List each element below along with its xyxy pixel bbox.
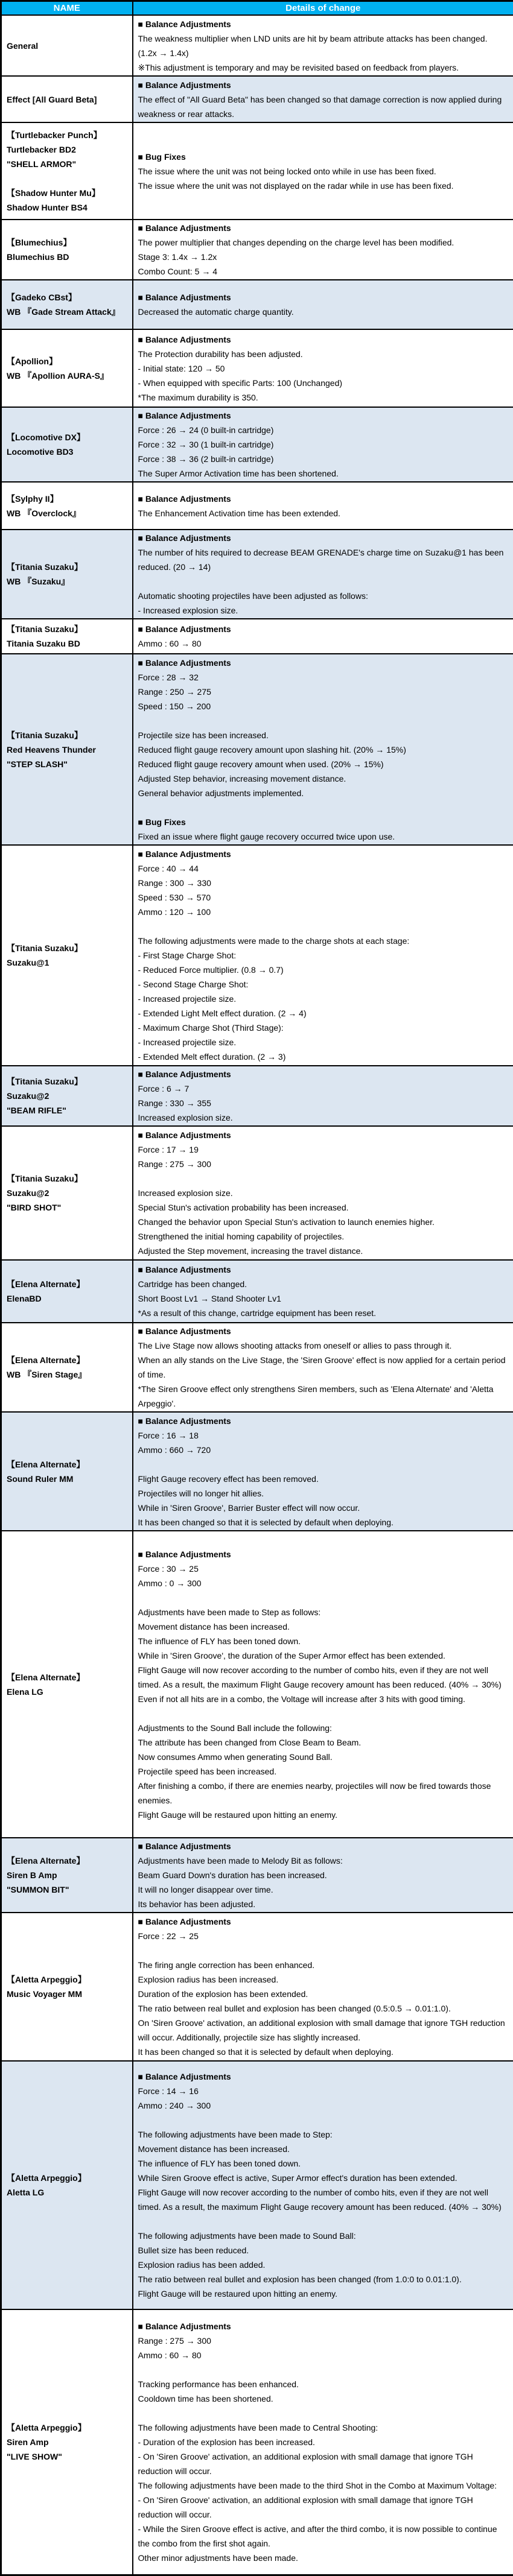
detail-line: The influence of FLY has been toned down. — [138, 1634, 509, 1648]
detail-line: Fixed an issue where flight gauge recovery occurred twice upon use. — [138, 829, 509, 844]
table-row — [1, 1066, 513, 1126]
details-cell — [133, 1838, 513, 1913]
table-row — [1, 654, 513, 845]
detail-line: The Enhancement Activation time has been extended. — [138, 506, 509, 521]
detail-line: While Siren Groove effect is active, Super Armor effect's duration has been extended. — [138, 2171, 509, 2185]
detail-line: General behavior adjustments implemented. — [138, 786, 509, 800]
details-cell — [133, 530, 513, 619]
detail-line: Beam Guard Down's duration has been increased. — [138, 1868, 509, 1882]
unit-name-line: Suzaku@2 — [7, 1089, 127, 1103]
table-row — [1, 845, 513, 1066]
unit-name-line: Locomotive BD3 — [7, 445, 127, 459]
unit-name-line: 【Locomotive DX】 — [7, 430, 127, 445]
detail-line: Now consumes Ammo when generating Sound Ball. — [138, 1750, 509, 1764]
table-row — [1, 329, 513, 407]
detail-line: Flight Gauge will be restaured upon hitting an enemy. — [138, 1808, 509, 1822]
unit-name-cell — [1, 482, 133, 530]
detail-line: Combo Count: 5 → 4 — [138, 264, 509, 279]
detail-line: Even if not all hits are in a combo, the Voltage will increase after 3 hits with good timing. — [138, 1692, 509, 1706]
blank-line — [138, 574, 509, 589]
detail-line: Other minor adjustments have been made. — [138, 2551, 509, 2565]
detail-line: - Increased projectile size. — [138, 1035, 509, 1049]
section-heading: ■ Balance Adjustments — [138, 531, 509, 545]
details-cell — [133, 845, 513, 1066]
unit-name-line: "STEP SLASH" — [7, 757, 127, 771]
details-cell — [133, 76, 513, 122]
unit-name-line: 【Titania Suzaku】 — [7, 728, 127, 742]
detail-line: Movement distance has been increased. — [138, 2142, 509, 2156]
section-heading: ■ Balance Adjustments — [138, 1324, 509, 1338]
detail-line: The power multiplier that changes depending on the charge level has been modified. — [138, 235, 509, 250]
detail-line: - Maximum Charge Shot (Third Stage): — [138, 1021, 509, 1035]
detail-line: Force : 22 → 25 — [138, 1929, 509, 1943]
detail-line: Decreased the automatic charge quantity. — [138, 305, 509, 319]
detail-line: Adjusted the Step movement, increasing the travel distance. — [138, 1244, 509, 1258]
unit-name-line: 【Apollion】 — [7, 354, 127, 369]
detail-line: Force : 17 → 19 — [138, 1142, 509, 1157]
unit-name-line: Turtlebacker BD2 — [7, 142, 127, 157]
detail-line: Adjustments have been made to Melody Bit as follows: — [138, 1853, 509, 1868]
unit-name-line: 【Turtlebacker Punch】 — [7, 128, 127, 142]
detail-line: The Live Stage now allows shooting attacks from oneself or allies to pass through it. — [138, 1338, 509, 1353]
detail-line: The issue where the unit was not being locked onto while in use has been fixed. — [138, 164, 509, 179]
detail-line: The following adjustments have been made to Central Shooting: — [138, 2420, 509, 2435]
detail-line: - Increased explosion size. — [138, 603, 509, 618]
section-heading: ■ Balance Adjustments — [138, 1839, 509, 1853]
table-row — [1, 220, 513, 280]
detail-line: The following adjustments have been made to Sound Ball: — [138, 2229, 509, 2243]
detail-line: Reduced flight gauge recovery amount when used. (20% → 15%) — [138, 757, 509, 771]
unit-name-cell — [1, 1838, 133, 1913]
unit-name-line: "LIVE SHOW" — [7, 2449, 127, 2464]
detail-line: Duration of the explosion has been extended. — [138, 1987, 509, 2001]
detail-line: Adjustments to the Sound Ball include the following: — [138, 1721, 509, 1735]
detail-line: It will no longer disappear over time. — [138, 1882, 509, 1897]
details-cell — [133, 2061, 513, 2309]
column-header-details: Details of change — [133, 1, 513, 16]
unit-name-cell — [1, 329, 133, 407]
detail-line: The following adjustments have been made to the third Shot in the Combo at Maximum Voltage: — [138, 2478, 509, 2493]
detail-line: After finishing a combo, if there are enemies nearby, projectiles will now be fired towards those enemies. — [138, 1779, 509, 1808]
detail-line: Strengthened the initial homing capability of projectiles. — [138, 1229, 509, 1244]
unit-name-cell — [1, 122, 133, 220]
detail-line: *The maximum durability is 350. — [138, 390, 509, 405]
unit-name-cell — [1, 407, 133, 482]
detail-line: Reduced flight gauge recovery amount upon slashing hit. (20% → 15%) — [138, 742, 509, 757]
section-heading: ■ Balance Adjustments — [138, 408, 509, 423]
blank-line — [138, 714, 509, 728]
detail-line: The following adjustments have been made to Step: — [138, 2127, 509, 2142]
unit-name-line: 【Titania Suzaku】 — [7, 1171, 127, 1186]
detail-line: Ammo : 240 → 300 — [138, 2098, 509, 2113]
detail-line: - Extended Melt effect duration. (2 → 3) — [138, 1049, 509, 1064]
detail-line: - Initial state: 120 → 50 — [138, 361, 509, 376]
detail-line: Projectiles will no longer hit allies. — [138, 1486, 509, 1501]
unit-name-line: 【Elena Alternate】 — [7, 1277, 127, 1291]
detail-line: Flight Gauge will now recover according to the number of combo hits, even if they are not well timed. As a result, the maximum Flight Gauge recovery amount has been reduced. (40% → 30%) — [138, 1663, 509, 1692]
detail-line: Ammo : 0 → 300 — [138, 1576, 509, 1590]
section-heading: ■ Balance Adjustments — [138, 492, 509, 506]
detail-line: Movement distance has been increased. — [138, 1619, 509, 1634]
details-cell — [133, 407, 513, 482]
table-row — [1, 1260, 513, 1323]
detail-line: - Increased projectile size. — [138, 992, 509, 1006]
detail-line: Adjusted Step behavior, increasing movement distance. — [138, 771, 509, 786]
unit-name-cell — [1, 280, 133, 329]
detail-line: Projectile size has been increased. — [138, 728, 509, 742]
detail-line: *As a result of this change, cartridge equipment has been reset. — [138, 1306, 509, 1320]
detail-line: ※This adjustment is temporary and may be revisited based on feedback from players. — [138, 60, 509, 75]
detail-line: The ratio between real bullet and explosion has been changed (from 1.0:0 to 0.01:1.0). — [138, 2272, 509, 2286]
details-cell — [133, 1531, 513, 1838]
blank-line — [138, 1706, 509, 1721]
detail-line: Changed the behavior upon Special Stun's activation to launch enemies higher. — [138, 1215, 509, 1229]
detail-line: - Duration of the explosion has been increased. — [138, 2435, 509, 2449]
unit-name-line: Blumechius BD — [7, 250, 127, 264]
unit-name-cell — [1, 220, 133, 280]
detail-line: Force : 14 → 16 — [138, 2084, 509, 2098]
section-heading: ■ Balance Adjustments — [138, 1914, 509, 1929]
unit-name-cell — [1, 1531, 133, 1838]
section-heading: ■ Balance Adjustments — [138, 2319, 509, 2334]
detail-line: Force : 16 → 18 — [138, 1428, 509, 1443]
unit-name-line: 【Aletta Arpeggio】 — [7, 2420, 127, 2435]
blank-line — [138, 1943, 509, 1958]
detail-line: The following adjustments were made to the charge shots at each stage: — [138, 934, 509, 948]
detail-line: Cooldown time has been shortened. — [138, 2391, 509, 2406]
detail-line: Ammo : 120 → 100 — [138, 905, 509, 919]
detail-line: Force : 6 → 7 — [138, 1081, 509, 1096]
detail-line: Short Boost Lv1 → Stand Shooter Lv1 — [138, 1291, 509, 1306]
details-cell — [133, 482, 513, 530]
unit-name-line: Suzaku@1 — [7, 955, 127, 970]
details-cell — [133, 1260, 513, 1323]
unit-name-line: 【Titania Suzaku】 — [7, 560, 127, 574]
blank-line — [138, 1171, 509, 1186]
table-row — [1, 530, 513, 619]
details-cell — [133, 220, 513, 280]
detail-line: Stage 3: 1.4x → 1.2x — [138, 250, 509, 264]
blank-line — [138, 2406, 509, 2420]
section-heading: ■ Balance Adjustments — [138, 17, 509, 31]
detail-line: Range : 330 → 355 — [138, 1096, 509, 1110]
details-cell — [133, 329, 513, 407]
detail-line: Increased explosion size. — [138, 1186, 509, 1200]
table-row — [1, 76, 513, 122]
details-cell — [133, 1323, 513, 1412]
detail-line: Special Stun's activation probability has been increased. — [138, 1200, 509, 1215]
blank-line — [138, 2113, 509, 2127]
details-cell — [133, 1412, 513, 1531]
detail-line: Tracking performance has been enhanced. — [138, 2377, 509, 2391]
unit-name-line: ElenaBD — [7, 1291, 127, 1306]
unit-name-line: Siren Amp — [7, 2435, 127, 2449]
unit-name-cell — [1, 2309, 133, 2575]
detail-line: Adjustments have been made to Step as follows: — [138, 1605, 509, 1619]
details-cell — [133, 1066, 513, 1126]
unit-name-line: "SHELL ARMOR" — [7, 157, 127, 171]
unit-name-cell — [1, 530, 133, 619]
detail-line: Force : 28 → 32 — [138, 670, 509, 685]
unit-name-line: Suzaku@2 — [7, 1186, 127, 1200]
table-row — [1, 1531, 513, 1838]
section-heading: ■ Bug Fixes — [138, 815, 509, 829]
unit-name-cell — [1, 1412, 133, 1531]
blank-line — [138, 1590, 509, 1605]
unit-name-line: Sound Ruler MM — [7, 1472, 127, 1486]
unit-name-line: 【Shadow Hunter Mu】 — [7, 186, 127, 200]
unit-name-cell — [1, 1323, 133, 1412]
detail-line: Ammo : 60 → 80 — [138, 636, 509, 651]
blank-line — [138, 1457, 509, 1472]
details-cell — [133, 280, 513, 329]
detail-line: It has been changed so that it is selected by default when deploying. — [138, 2045, 509, 2059]
blank-line — [138, 800, 509, 815]
table-row — [1, 15, 513, 76]
unit-name-line: WB 『Suzaku』 — [7, 574, 127, 589]
unit-name-line: Siren B Amp — [7, 1868, 127, 1882]
detail-line: - On 'Siren Groove' activation, an additional explosion with small damage that ignore TGH reduction will occur. — [138, 2493, 509, 2522]
unit-name-line: Elena LG — [7, 1685, 127, 1699]
details-cell — [133, 619, 513, 654]
detail-line: The Super Armor Activation time has been shortened. — [138, 466, 509, 481]
table-row — [1, 1913, 513, 2061]
unit-name-cell — [1, 2061, 133, 2309]
detail-line: - Reduced Force multiplier. (0.8 → 0.7) — [138, 963, 509, 977]
detail-line: - While the Siren Groove effect is active, and after the third combo, it is now possible to continue the combo from the first shot again. — [138, 2522, 509, 2551]
detail-line: The firing angle correction has been enhanced. — [138, 1958, 509, 1972]
unit-name-cell — [1, 15, 133, 76]
detail-line: Range : 275 → 300 — [138, 1157, 509, 1171]
unit-name-line: 【Aletta Arpeggio】 — [7, 2171, 127, 2185]
header-row — [1, 1, 513, 16]
detail-line: When an ally stands on the Live Stage, the 'Siren Groove' effect is now applied for a certain period of time. — [138, 1353, 509, 1382]
table-row — [1, 407, 513, 482]
blank-line — [138, 2214, 509, 2229]
unit-name-line: Effect [All Guard Beta] — [7, 92, 127, 107]
detail-line: Cartridge has been changed. — [138, 1277, 509, 1291]
detail-line: The issue where the unit was not displayed on the radar while in use has been fixed. — [138, 179, 509, 193]
detail-line: Ammo : 660 → 720 — [138, 1443, 509, 1457]
table-row — [1, 1126, 513, 1260]
detail-line: The attribute has been changed from Close Beam to Beam. — [138, 1735, 509, 1750]
unit-name-line: Shadow Hunter BS4 — [7, 200, 127, 215]
details-cell — [133, 1913, 513, 2061]
unit-name-line: "SUMMON BIT" — [7, 1882, 127, 1897]
detail-line: The Protection durability has been adjusted. — [138, 347, 509, 361]
details-cell — [133, 122, 513, 220]
detail-line: The influence of FLY has been toned down. — [138, 2156, 509, 2171]
section-heading: ■ Balance Adjustments — [138, 2069, 509, 2084]
unit-name-line: 【Elena Alternate】 — [7, 1457, 127, 1472]
detail-line: Force : 38 → 36 (2 built-in cartridge) — [138, 452, 509, 466]
table-row — [1, 280, 513, 329]
section-heading: ■ Balance Adjustments — [138, 1547, 509, 1562]
detail-line: Flight Gauge will now recover according to the number of combo hits, even if they are not well timed. As a result, the maximum Flight Gauge recovery amount has been reduced. (40% → 30%) — [138, 2185, 509, 2214]
blank-line — [138, 2362, 509, 2377]
details-cell — [133, 15, 513, 76]
unit-name-line: 【Titania Suzaku】 — [7, 622, 127, 636]
unit-name-cell — [1, 76, 133, 122]
unit-name-line: 【Elena Alternate】 — [7, 1670, 127, 1685]
detail-line: - Second Stage Charge Shot: — [138, 977, 509, 992]
unit-name-line: WB 『Overclock』 — [7, 506, 127, 521]
detail-line: Flight Gauge will be restaured upon hitting an enemy. — [138, 2286, 509, 2301]
unit-name-line: WB 『Gade Stream Attack』 — [7, 305, 127, 319]
unit-name-cell — [1, 845, 133, 1066]
unit-name-line: 【Elena Alternate】 — [7, 1353, 127, 1367]
detail-line: Range : 300 → 330 — [138, 876, 509, 890]
table-row — [1, 1323, 513, 1412]
unit-name-line: Aletta LG — [7, 2185, 127, 2200]
detail-line: Speed : 150 → 200 — [138, 699, 509, 714]
unit-name-line: Titania Suzaku BD — [7, 636, 127, 651]
table-body — [1, 15, 513, 2575]
detail-line: Speed : 530 → 570 — [138, 890, 509, 905]
blank-line — [138, 919, 509, 934]
detail-line: Its behavior has been adjusted. — [138, 1897, 509, 1911]
blank-line — [7, 171, 127, 186]
section-heading: ■ Bug Fixes — [138, 150, 509, 164]
detail-line: - First Stage Charge Shot: — [138, 948, 509, 963]
unit-name-line: Music Voyager MM — [7, 1987, 127, 2001]
unit-name-cell — [1, 1260, 133, 1323]
unit-name-line: 【Elena Alternate】 — [7, 1853, 127, 1868]
detail-line: Increased explosion size. — [138, 1110, 509, 1125]
unit-name-line: 【Titania Suzaku】 — [7, 1074, 127, 1089]
unit-name-line: 【Sylphy II】 — [7, 492, 127, 506]
detail-line: Range : 250 → 275 — [138, 685, 509, 699]
detail-line: Range : 275 → 300 — [138, 2334, 509, 2348]
unit-name-cell — [1, 1126, 133, 1260]
section-heading: ■ Balance Adjustments — [138, 656, 509, 670]
section-heading: ■ Balance Adjustments — [138, 332, 509, 347]
detail-line: Projectile speed has been increased. — [138, 1764, 509, 1779]
detail-line: Force : 30 → 25 — [138, 1562, 509, 1576]
table-row — [1, 2061, 513, 2309]
section-heading: ■ Balance Adjustments — [138, 1262, 509, 1277]
section-heading: ■ Balance Adjustments — [138, 622, 509, 636]
table-row — [1, 619, 513, 654]
detail-line: While in 'Siren Groove', Barrier Buster effect will now occur. — [138, 1501, 509, 1515]
detail-line: The weakness multiplier when LND units are hit by beam attribute attacks has been changed. (1.2x → 1.4x) — [138, 31, 509, 60]
detail-line: - When equipped with specific Parts: 100 (Unchanged) — [138, 376, 509, 390]
detail-line: On 'Siren Groove' activation, an additional explosion with small damage that ignore TGH reduction will occur. Additionally, projectile size has slightly increased. — [138, 2016, 509, 2045]
details-cell — [133, 2309, 513, 2575]
details-cell — [133, 1126, 513, 1260]
detail-line: Force : 26 → 24 (0 built-in cartridge) — [138, 423, 509, 437]
detail-line: Ammo : 60 → 80 — [138, 2348, 509, 2362]
table-row — [1, 2309, 513, 2575]
unit-name-line: WB 『Siren Stage』 — [7, 1367, 127, 1382]
table-row — [1, 1838, 513, 1913]
detail-line: - Extended Light Melt effect duration. (2 → 4) — [138, 1006, 509, 1021]
detail-line: *The Siren Groove effect only strengthens Siren members, such as 'Elena Alternate' and 'Aletta Arpeggio'. — [138, 1382, 509, 1411]
detail-line: While in 'Siren Groove', the duration of the Super Armor effect has been extended. — [138, 1648, 509, 1663]
section-heading: ■ Balance Adjustments — [138, 78, 509, 92]
detail-line: Bullet size has been reduced. — [138, 2243, 509, 2258]
section-heading: ■ Balance Adjustments — [138, 1128, 509, 1142]
unit-name-line: General — [7, 39, 127, 53]
unit-name-cell — [1, 1913, 133, 2061]
detail-line: The number of hits required to decrease BEAM GRENADE's charge time on Suzaku@1 has been reduced. (20 → 14) — [138, 545, 509, 574]
detail-line: It has been changed so that it is selected by default when deploying. — [138, 1515, 509, 1530]
column-header-name: NAME — [1, 1, 133, 16]
detail-line: The ratio between real bullet and explosion has been changed (0.5:0.5 → 0.01:1.0). — [138, 2001, 509, 2016]
unit-name-line: Red Heavens Thunder — [7, 742, 127, 757]
unit-name-line: 【Aletta Arpeggio】 — [7, 1972, 127, 1987]
detail-line: The effect of "All Guard Beta" has been changed so that damage correction is now applied during weakness or rear attacks. — [138, 92, 509, 121]
section-heading: ■ Balance Adjustments — [138, 290, 509, 305]
unit-name-cell — [1, 1066, 133, 1126]
unit-name-line: 【Titania Suzaku】 — [7, 941, 127, 955]
unit-name-line: 【Blumechius】 — [7, 235, 127, 250]
detail-line: - On 'Siren Groove' activation, an additional explosion with small damage that ignore TGH reduction will occur. — [138, 2449, 509, 2478]
section-heading: ■ Balance Adjustments — [138, 221, 509, 235]
detail-line: Explosion radius has been increased. — [138, 1972, 509, 1987]
details-cell — [133, 654, 513, 845]
section-heading: ■ Balance Adjustments — [138, 1414, 509, 1428]
section-heading: ■ Balance Adjustments — [138, 1067, 509, 1081]
detail-line: Automatic shooting projectiles have been adjusted as follows: — [138, 589, 509, 603]
section-heading: ■ Balance Adjustments — [138, 847, 509, 861]
unit-name-line: "BEAM RIFLE" — [7, 1103, 127, 1118]
unit-name-line: "BIRD SHOT" — [7, 1200, 127, 1215]
detail-line: Force : 40 → 44 — [138, 861, 509, 876]
detail-line: Force : 32 → 30 (1 built-in cartridge) — [138, 437, 509, 452]
table-row — [1, 122, 513, 220]
unit-name-cell — [1, 619, 133, 654]
unit-name-cell — [1, 654, 133, 845]
table-row — [1, 1412, 513, 1531]
unit-name-line: WB 『Apollion AURA-S』 — [7, 369, 127, 383]
unit-name-line: 【Gadeko CBst】 — [7, 290, 127, 305]
table-row — [1, 482, 513, 530]
detail-line: Explosion radius has been added. — [138, 2258, 509, 2272]
detail-line: Flight Gauge recovery effect has been removed. — [138, 1472, 509, 1486]
